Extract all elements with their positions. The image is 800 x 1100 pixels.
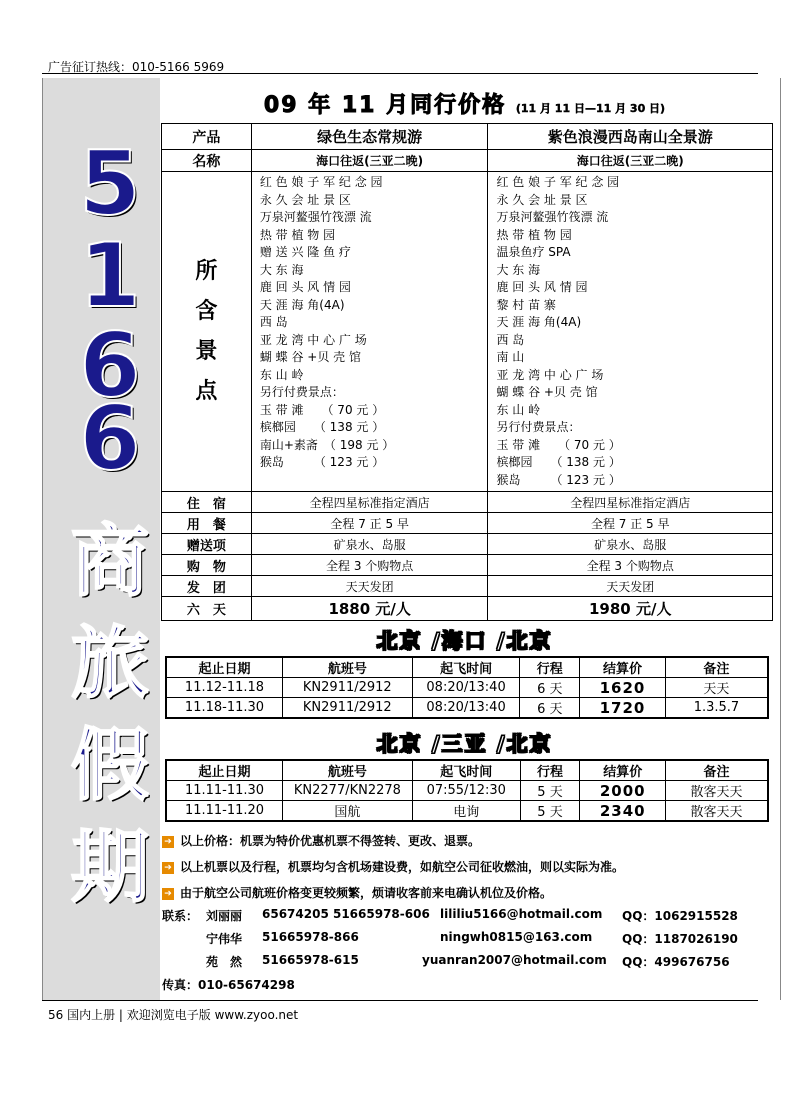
table-cell: 6 天 <box>520 698 580 719</box>
product-b-name: 紫色浪漫西岛南山全景游 <box>488 124 773 150</box>
table-row <box>166 801 768 822</box>
spot-item: 玉 带 滩 （ 70 元 ） <box>259 402 385 417</box>
contact-email: lililiu5166@hotmail.com <box>440 907 603 921</box>
table-cell: 2340 <box>580 801 666 822</box>
spot-item: 红 色 娘 子 军 纪 念 园 <box>496 175 620 189</box>
note-text: 以上价格：机票为特价优惠机票不得签转、更改、退票。 <box>180 834 481 848</box>
arrow-icon: ➔ <box>162 888 174 900</box>
column-header: 行程 <box>520 760 580 781</box>
route1-title: 北京 /海口 /北京 <box>376 629 553 653</box>
fax-text: 传真：010-65674298 <box>162 978 295 992</box>
route2-table <box>165 759 769 822</box>
table-cell: KN2277/KN2278 <box>283 781 413 801</box>
spots-label-char: 所 <box>195 258 218 284</box>
product-detail-row <box>162 513 773 534</box>
column-header: 起止日期 <box>166 657 282 678</box>
product-detail-row <box>162 492 773 513</box>
side-title-char: 期 <box>70 823 149 913</box>
spot-item: 永 久 会 址 景 区 <box>259 192 351 207</box>
product-row-value-b: 全程 3 个购物点 <box>488 555 773 576</box>
column-header: 起飞时间 <box>412 657 520 678</box>
product-detail-row <box>162 597 773 621</box>
spot-item: 鹿 回 头 风 情 园 <box>496 280 588 294</box>
spot-item: 红 色 娘 子 军 纪 念 园 <box>259 175 383 189</box>
arrow-icon: ➔ <box>162 862 174 874</box>
column-header: 结算价 <box>580 760 666 781</box>
contact-qq: QQ：499676756 <box>622 955 730 969</box>
spot-item: 东 山 岭 <box>496 402 541 417</box>
note-item <box>162 832 480 849</box>
spot-item: 亚 龙 湾 中 心 广 场 <box>259 332 367 347</box>
spot-item: 猴岛 （ 123 元 ） <box>259 455 385 469</box>
note-text: 以上机票以及行程，机票均匀含机场建设费，如航空公司征收燃油，则以实际为准。 <box>180 860 625 874</box>
spots-label-char: 含 <box>195 298 218 324</box>
spot-item: 万泉河鳌强竹筏漂 流 <box>496 210 609 224</box>
spot-item: 永 久 会 址 景 区 <box>496 192 588 207</box>
product-row-value-b: 1980 元/人 <box>488 597 773 621</box>
spot-item: 西 岛 <box>259 315 288 329</box>
product-a-sub: 海口往返(三亚二晚) <box>251 150 488 172</box>
contact-name: 苑 然 <box>206 955 243 969</box>
product-row-value-a: 全程 7 正 5 早 <box>251 513 488 534</box>
table-row <box>166 698 768 719</box>
note-item <box>162 858 624 875</box>
label-product: 产品 <box>162 124 252 150</box>
contacts-label: 联系： <box>162 909 199 923</box>
spot-item: 天 涯 海 角(4A) <box>259 297 345 312</box>
product-b-sub: 海口往返(三亚二晚) <box>488 150 773 172</box>
product-row-value-a: 全程 3 个购物点 <box>251 555 488 576</box>
page-footer: 56 国内上册 | 欢迎浏览电子版 www.zyoo.net <box>48 1008 299 1022</box>
column-header: 起止日期 <box>166 760 283 781</box>
table-cell: 国航 <box>283 801 413 822</box>
spot-item: 东 山 岭 <box>259 367 304 382</box>
table-cell: 散客天天 <box>666 801 768 822</box>
product-row-value-b: 全程四星标准指定酒店 <box>488 492 773 513</box>
page-title-dates: (11 月 11 日—11 月 30 日) <box>515 102 666 115</box>
page-title-main: 09 年 11 月同行价格 <box>263 93 507 118</box>
table-row <box>166 781 768 801</box>
column-header: 结算价 <box>580 657 666 678</box>
table-cell: 散客天天 <box>666 781 768 801</box>
table-cell: 08:20/13:40 <box>412 678 520 698</box>
product-table <box>161 123 773 621</box>
product-detail-row <box>162 534 773 555</box>
side-title-char: 假 <box>70 721 149 811</box>
product-detail-rows <box>162 492 773 621</box>
product-row-label: 发 团 <box>162 576 252 597</box>
spot-item: 玉 带 滩 （ 70 元 ） <box>496 437 621 452</box>
product-row-label: 赠送项 <box>162 534 252 555</box>
product-row-value-b: 天天发团 <box>488 576 773 597</box>
table-header-row <box>166 760 768 781</box>
product-row-value-a: 矿泉水、岛服 <box>251 534 488 555</box>
top-rule <box>42 73 758 74</box>
spot-item: 猴岛 （ 123 元 ） <box>496 472 621 487</box>
note-item <box>162 884 552 901</box>
table-cell: 1720 <box>580 698 666 719</box>
product-row-value-a: 天天发团 <box>251 576 488 597</box>
table-cell: 11.11-11.20 <box>166 801 283 822</box>
column-header: 备注 <box>665 657 768 678</box>
spot-item: 亚 龙 湾 中 心 广 场 <box>496 367 604 382</box>
spot-item: 温泉鱼疗 SPA <box>496 245 571 259</box>
contact-qq: QQ：1062915528 <box>622 909 738 923</box>
product-detail-row <box>162 555 773 576</box>
product-row-label: 用 餐 <box>162 513 252 534</box>
bottom-rule <box>42 1000 758 1001</box>
spot-item: 西 岛 <box>496 332 525 347</box>
spot-item: 南 山 <box>496 350 525 364</box>
table-cell: 11.18-11.30 <box>166 698 282 719</box>
product-detail-row <box>162 576 773 597</box>
side-title-digit: 6 <box>79 314 141 417</box>
spot-item: 另行付费景点： <box>259 385 344 399</box>
spot-item: 热 带 植 物 园 <box>259 227 336 242</box>
hotline-text: 广告征订热线：010-5166 5969 <box>48 60 225 74</box>
table-cell: 2000 <box>580 781 666 801</box>
spot-item: 天 涯 海 角(4A) <box>496 315 582 329</box>
side-title-digit: 1 <box>79 224 141 327</box>
column-header: 航班号 <box>282 657 412 678</box>
product-b-spots <box>488 172 773 492</box>
table-cell: 1.3.5.7 <box>665 698 768 719</box>
contact-email: ningwh0815@163.com <box>440 930 593 944</box>
table-cell: 08:20/13:40 <box>412 698 520 719</box>
table-cell: 11.12-11.18 <box>166 678 282 698</box>
spot-item: 大 东 海 <box>496 262 541 277</box>
product-row-value-a: 全程四星标准指定酒店 <box>251 492 488 513</box>
side-title-digit: 6 <box>79 387 141 490</box>
route2-title: 北京 /三亚 /北京 <box>376 732 553 756</box>
spot-item: 槟榔园 （ 138 元 ） <box>496 455 621 469</box>
spots-label-char: 景 <box>195 338 218 364</box>
table-row <box>166 678 768 698</box>
side-title-char: 商 <box>70 517 149 607</box>
table-cell: KN2911/2912 <box>282 698 412 719</box>
spot-item: 鹿 回 头 风 情 园 <box>259 280 351 294</box>
spot-item: 黎 村 苗 寨 <box>496 297 556 312</box>
product-row-label: 购 物 <box>162 555 252 576</box>
table-cell: 天天 <box>665 678 768 698</box>
contact-phone: 51665978-615 <box>262 953 359 967</box>
spot-item: 大 东 海 <box>259 262 304 277</box>
product-row-value-a: 1880 元/人 <box>251 597 488 621</box>
table-cell: 5 天 <box>520 801 580 822</box>
spot-item: 热 带 植 物 园 <box>496 227 572 242</box>
spot-item: 槟榔园 （ 138 元 ） <box>259 420 385 434</box>
product-a-spots <box>251 172 488 492</box>
note-text: 由于航空公司航班价格变更较频繁，烦请收客前来电确认机位及价格。 <box>180 886 553 900</box>
label-name: 名称 <box>162 150 252 172</box>
column-header: 起飞时间 <box>412 760 520 781</box>
spot-item: 赠 送 兴 隆 鱼 疗 <box>259 245 351 259</box>
contact-name: 刘丽丽 <box>206 909 243 923</box>
product-row-label: 住 宿 <box>162 492 252 513</box>
spot-item: 蝴 蝶 谷 +贝 壳 馆 <box>259 350 361 364</box>
table-cell: KN2911/2912 <box>282 678 412 698</box>
column-header: 行程 <box>520 657 580 678</box>
table-cell: 电询 <box>412 801 520 822</box>
product-row-label: 六 天 <box>162 597 252 621</box>
contact-phone: 51665978-866 <box>262 930 359 944</box>
spot-item: 南山+素斋 （ 198 元 ） <box>259 437 395 452</box>
contact-phone: 65674205 51665978-606 <box>262 907 430 921</box>
contact-name: 宁伟华 <box>206 932 243 946</box>
product-row-value-b: 全程 7 正 5 早 <box>488 513 773 534</box>
table-cell: 07:55/12:30 <box>412 781 520 801</box>
table-header-row <box>166 657 768 678</box>
arrow-icon: ➔ <box>162 836 174 848</box>
product-row-value-b: 矿泉水、岛服 <box>488 534 773 555</box>
column-header: 备注 <box>666 760 768 781</box>
spots-label-char: 点 <box>195 378 218 404</box>
spots-label <box>162 172 252 492</box>
contact-qq: QQ：1187026190 <box>622 932 738 946</box>
spot-item: 万泉河鳌强竹筏漂 流 <box>259 210 372 224</box>
contact-email: yuanran2007@hotmail.com <box>422 953 607 967</box>
column-header: 航班号 <box>283 760 413 781</box>
table-cell: 1620 <box>580 678 666 698</box>
table-cell: 5 天 <box>520 781 580 801</box>
page-title <box>162 88 767 119</box>
table-cell: 6 天 <box>520 678 580 698</box>
product-a-name: 绿色生态常规游 <box>251 124 488 150</box>
side-title-char: 旅 <box>70 619 149 709</box>
spot-item: 另行付费景点： <box>496 420 581 434</box>
route1-table <box>165 656 769 719</box>
spot-item: 蝴 蝶 谷 +贝 壳 馆 <box>496 385 598 399</box>
table-cell: 11.11-11.30 <box>166 781 283 801</box>
side-title-digit: 5 <box>79 132 141 235</box>
